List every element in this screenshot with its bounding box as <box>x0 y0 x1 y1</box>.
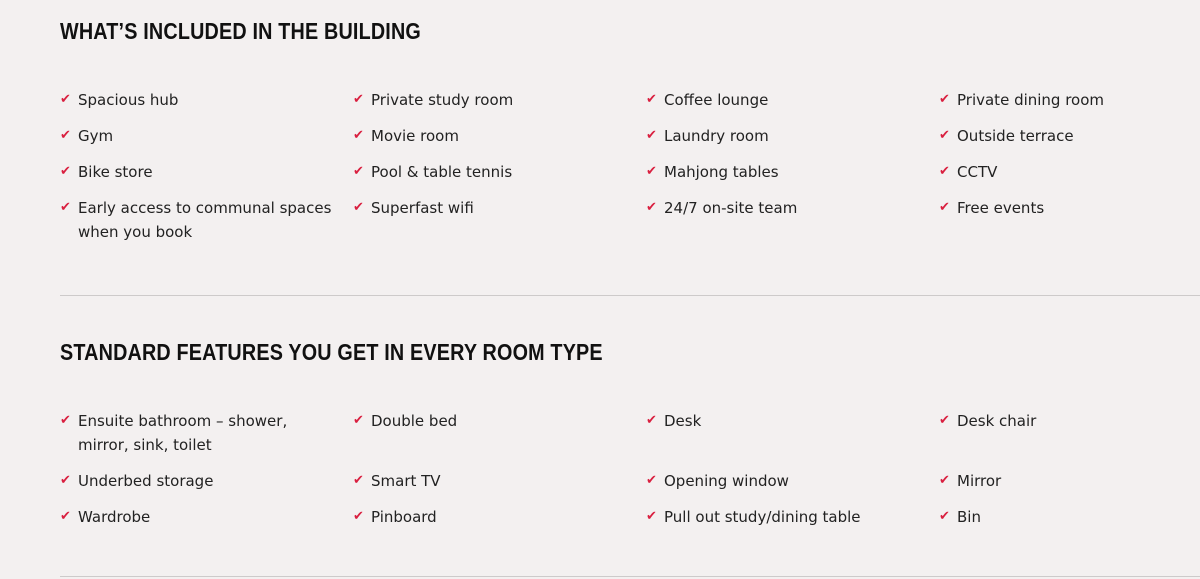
feature-label: Pool & table tennis <box>371 163 513 181</box>
feature-item <box>353 505 646 529</box>
building-section-title: WHAT’S INCLUDED IN THE BUILDING <box>60 18 421 44</box>
check-icon: ✔ <box>646 413 657 428</box>
feature-label: Coffee lounge <box>664 91 769 109</box>
building-features-list <box>60 88 1200 244</box>
feature-item <box>646 505 939 529</box>
feature-label: 24/7 on-site team <box>664 199 798 217</box>
room-features-list <box>60 409 1200 529</box>
check-icon: ✔ <box>353 413 364 428</box>
feature-item <box>353 88 646 112</box>
feature-item <box>646 124 939 148</box>
feature-label: Early access to communal spaces when you book <box>78 199 332 241</box>
feature-item <box>353 196 646 244</box>
feature-item <box>60 505 353 529</box>
feature-label: Mirror <box>957 472 1002 490</box>
feature-label: Ensuite bathroom – shower, mirror, sink, toilet <box>78 412 288 454</box>
room-section-title: STANDARD FEATURES YOU GET IN EVERY ROOM TYPE <box>60 339 603 365</box>
check-icon: ✔ <box>939 413 950 428</box>
check-icon: ✔ <box>60 200 71 215</box>
feature-item <box>60 124 353 148</box>
feature-label: Mahjong tables <box>664 163 779 181</box>
check-icon: ✔ <box>646 200 657 215</box>
feature-label: Movie room <box>371 127 459 145</box>
feature-label: Smart TV <box>371 472 441 490</box>
check-icon: ✔ <box>939 200 950 215</box>
check-icon: ✔ <box>646 128 657 143</box>
feature-item <box>60 88 353 112</box>
section-divider <box>60 295 1200 296</box>
check-icon: ✔ <box>646 164 657 179</box>
feature-item <box>939 160 1200 184</box>
check-icon: ✔ <box>353 473 364 488</box>
feature-item <box>60 160 353 184</box>
feature-item <box>353 469 646 493</box>
feature-item <box>939 124 1200 148</box>
feature-item <box>646 88 939 112</box>
check-icon: ✔ <box>353 509 364 524</box>
check-icon: ✔ <box>60 164 71 179</box>
feature-item <box>353 409 646 457</box>
feature-item <box>646 160 939 184</box>
check-icon: ✔ <box>939 473 950 488</box>
check-icon: ✔ <box>646 92 657 107</box>
check-icon: ✔ <box>60 473 71 488</box>
feature-label: Desk <box>664 412 702 430</box>
feature-label: Desk chair <box>957 412 1037 430</box>
check-icon: ✔ <box>939 509 950 524</box>
feature-item <box>646 469 939 493</box>
feature-label: Outside terrace <box>957 127 1074 145</box>
check-icon: ✔ <box>353 128 364 143</box>
feature-item <box>646 409 939 457</box>
feature-item <box>646 196 939 244</box>
feature-label: Bike store <box>78 163 153 181</box>
feature-item <box>939 469 1200 493</box>
check-icon: ✔ <box>646 509 657 524</box>
feature-label: Bin <box>957 508 981 526</box>
feature-label: Laundry room <box>664 127 769 145</box>
feature-label: Double bed <box>371 412 458 430</box>
feature-label: Private study room <box>371 91 514 109</box>
feature-item <box>939 409 1200 457</box>
feature-item <box>939 505 1200 529</box>
check-icon: ✔ <box>353 92 364 107</box>
feature-item <box>60 409 353 457</box>
feature-label: Spacious hub <box>78 91 179 109</box>
feature-item <box>60 469 353 493</box>
feature-label: Opening window <box>664 472 789 490</box>
feature-item <box>353 124 646 148</box>
feature-item <box>939 88 1200 112</box>
feature-label: Free events <box>957 199 1045 217</box>
check-icon: ✔ <box>353 200 364 215</box>
check-icon: ✔ <box>60 128 71 143</box>
check-icon: ✔ <box>353 164 364 179</box>
feature-item <box>60 196 353 244</box>
feature-item <box>353 160 646 184</box>
feature-label: Underbed storage <box>78 472 214 490</box>
bottom-divider <box>60 576 1200 577</box>
check-icon: ✔ <box>939 164 950 179</box>
check-icon: ✔ <box>60 509 71 524</box>
check-icon: ✔ <box>939 92 950 107</box>
feature-label: Superfast wifi <box>371 199 474 217</box>
check-icon: ✔ <box>60 413 71 428</box>
feature-label: CCTV <box>957 163 998 181</box>
check-icon: ✔ <box>60 92 71 107</box>
feature-label: Pull out study/dining table <box>664 508 861 526</box>
feature-label: Pinboard <box>371 508 437 526</box>
check-icon: ✔ <box>646 473 657 488</box>
feature-label: Gym <box>78 127 114 145</box>
feature-item <box>939 196 1200 244</box>
feature-label: Wardrobe <box>78 508 151 526</box>
check-icon: ✔ <box>939 128 950 143</box>
feature-label: Private dining room <box>957 91 1105 109</box>
